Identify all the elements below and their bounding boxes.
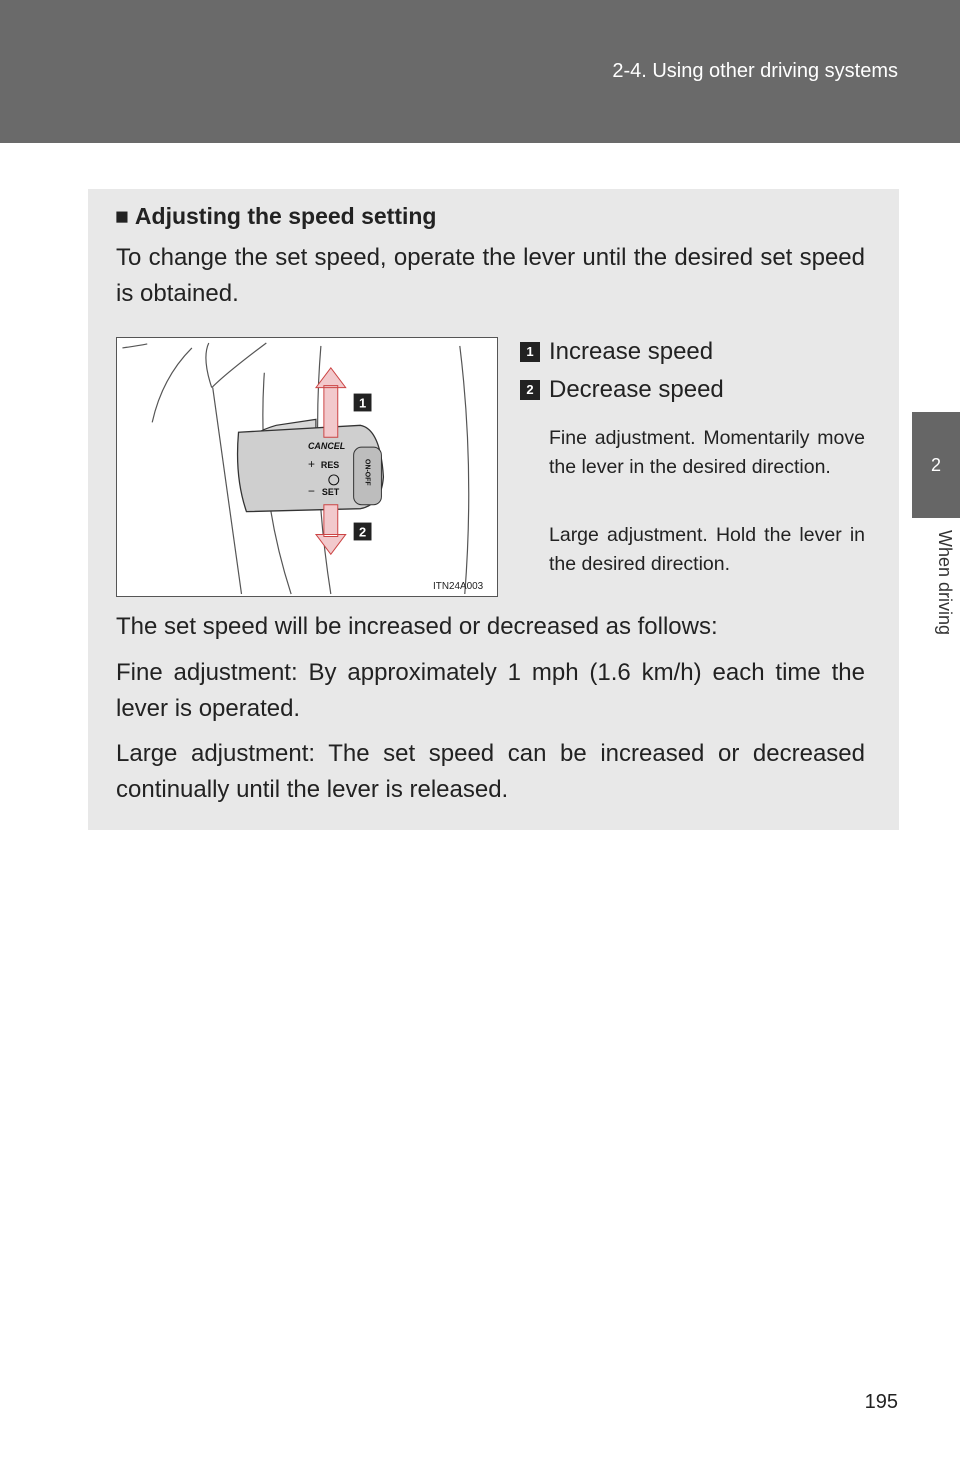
page-header <box>0 0 960 143</box>
number-badge: 1 <box>520 342 540 362</box>
list-item-label: Decrease speed <box>549 376 724 403</box>
figure-code: ITN24A003 <box>433 581 484 593</box>
subsection-heading <box>115 203 436 230</box>
lever-set-label: SET <box>321 486 340 497</box>
intro-paragraph: To change the set speed, operate the lever until the desired set speed is obtained. <box>116 244 865 307</box>
body-paragraph: Large adjustment: The set speed can be increased or decreased continually until the lever is released. <box>116 740 865 803</box>
note-large-adjustment: Large adjustment. Hold the lever in the desired direction. <box>549 524 865 575</box>
lever-cancel-label: CANCEL <box>307 441 346 452</box>
note-fine-adjustment: Fine adjustment. Momentarily move the lever in the desired direction. <box>549 427 865 478</box>
list-item-decrease <box>520 376 724 404</box>
callout-1: 1 <box>358 395 367 411</box>
page-number: 195 <box>864 1391 898 1413</box>
lever-res-label: RES <box>320 459 340 470</box>
heading-square-icon: ■ <box>115 203 129 229</box>
lever-drawing <box>117 338 497 596</box>
list-item-increase <box>520 338 713 366</box>
lever-onoff-label: ON-OFF <box>363 459 371 486</box>
number-badge: 2 <box>520 380 540 400</box>
lever-minus-label: − <box>307 483 315 498</box>
list-item-label: Increase speed <box>549 338 714 365</box>
chapter-label: When driving <box>935 530 955 636</box>
body-paragraph: Fine adjustment: By approximately 1 mph (1.6 km/h) each time the lever is operated. <box>116 659 865 722</box>
chapter-tab: 2 <box>912 412 960 518</box>
lever-plus-label: + <box>307 456 315 471</box>
decrease-arrow-icon <box>316 505 346 555</box>
heading-text: Adjusting the speed setting <box>134 203 437 229</box>
section-title: 2-4. Using other driving systems <box>612 60 898 82</box>
callout-2: 2 <box>358 524 367 540</box>
body-paragraph: The set speed will be increased or decreased as follows: <box>116 613 718 640</box>
lever-illustration <box>116 337 498 597</box>
